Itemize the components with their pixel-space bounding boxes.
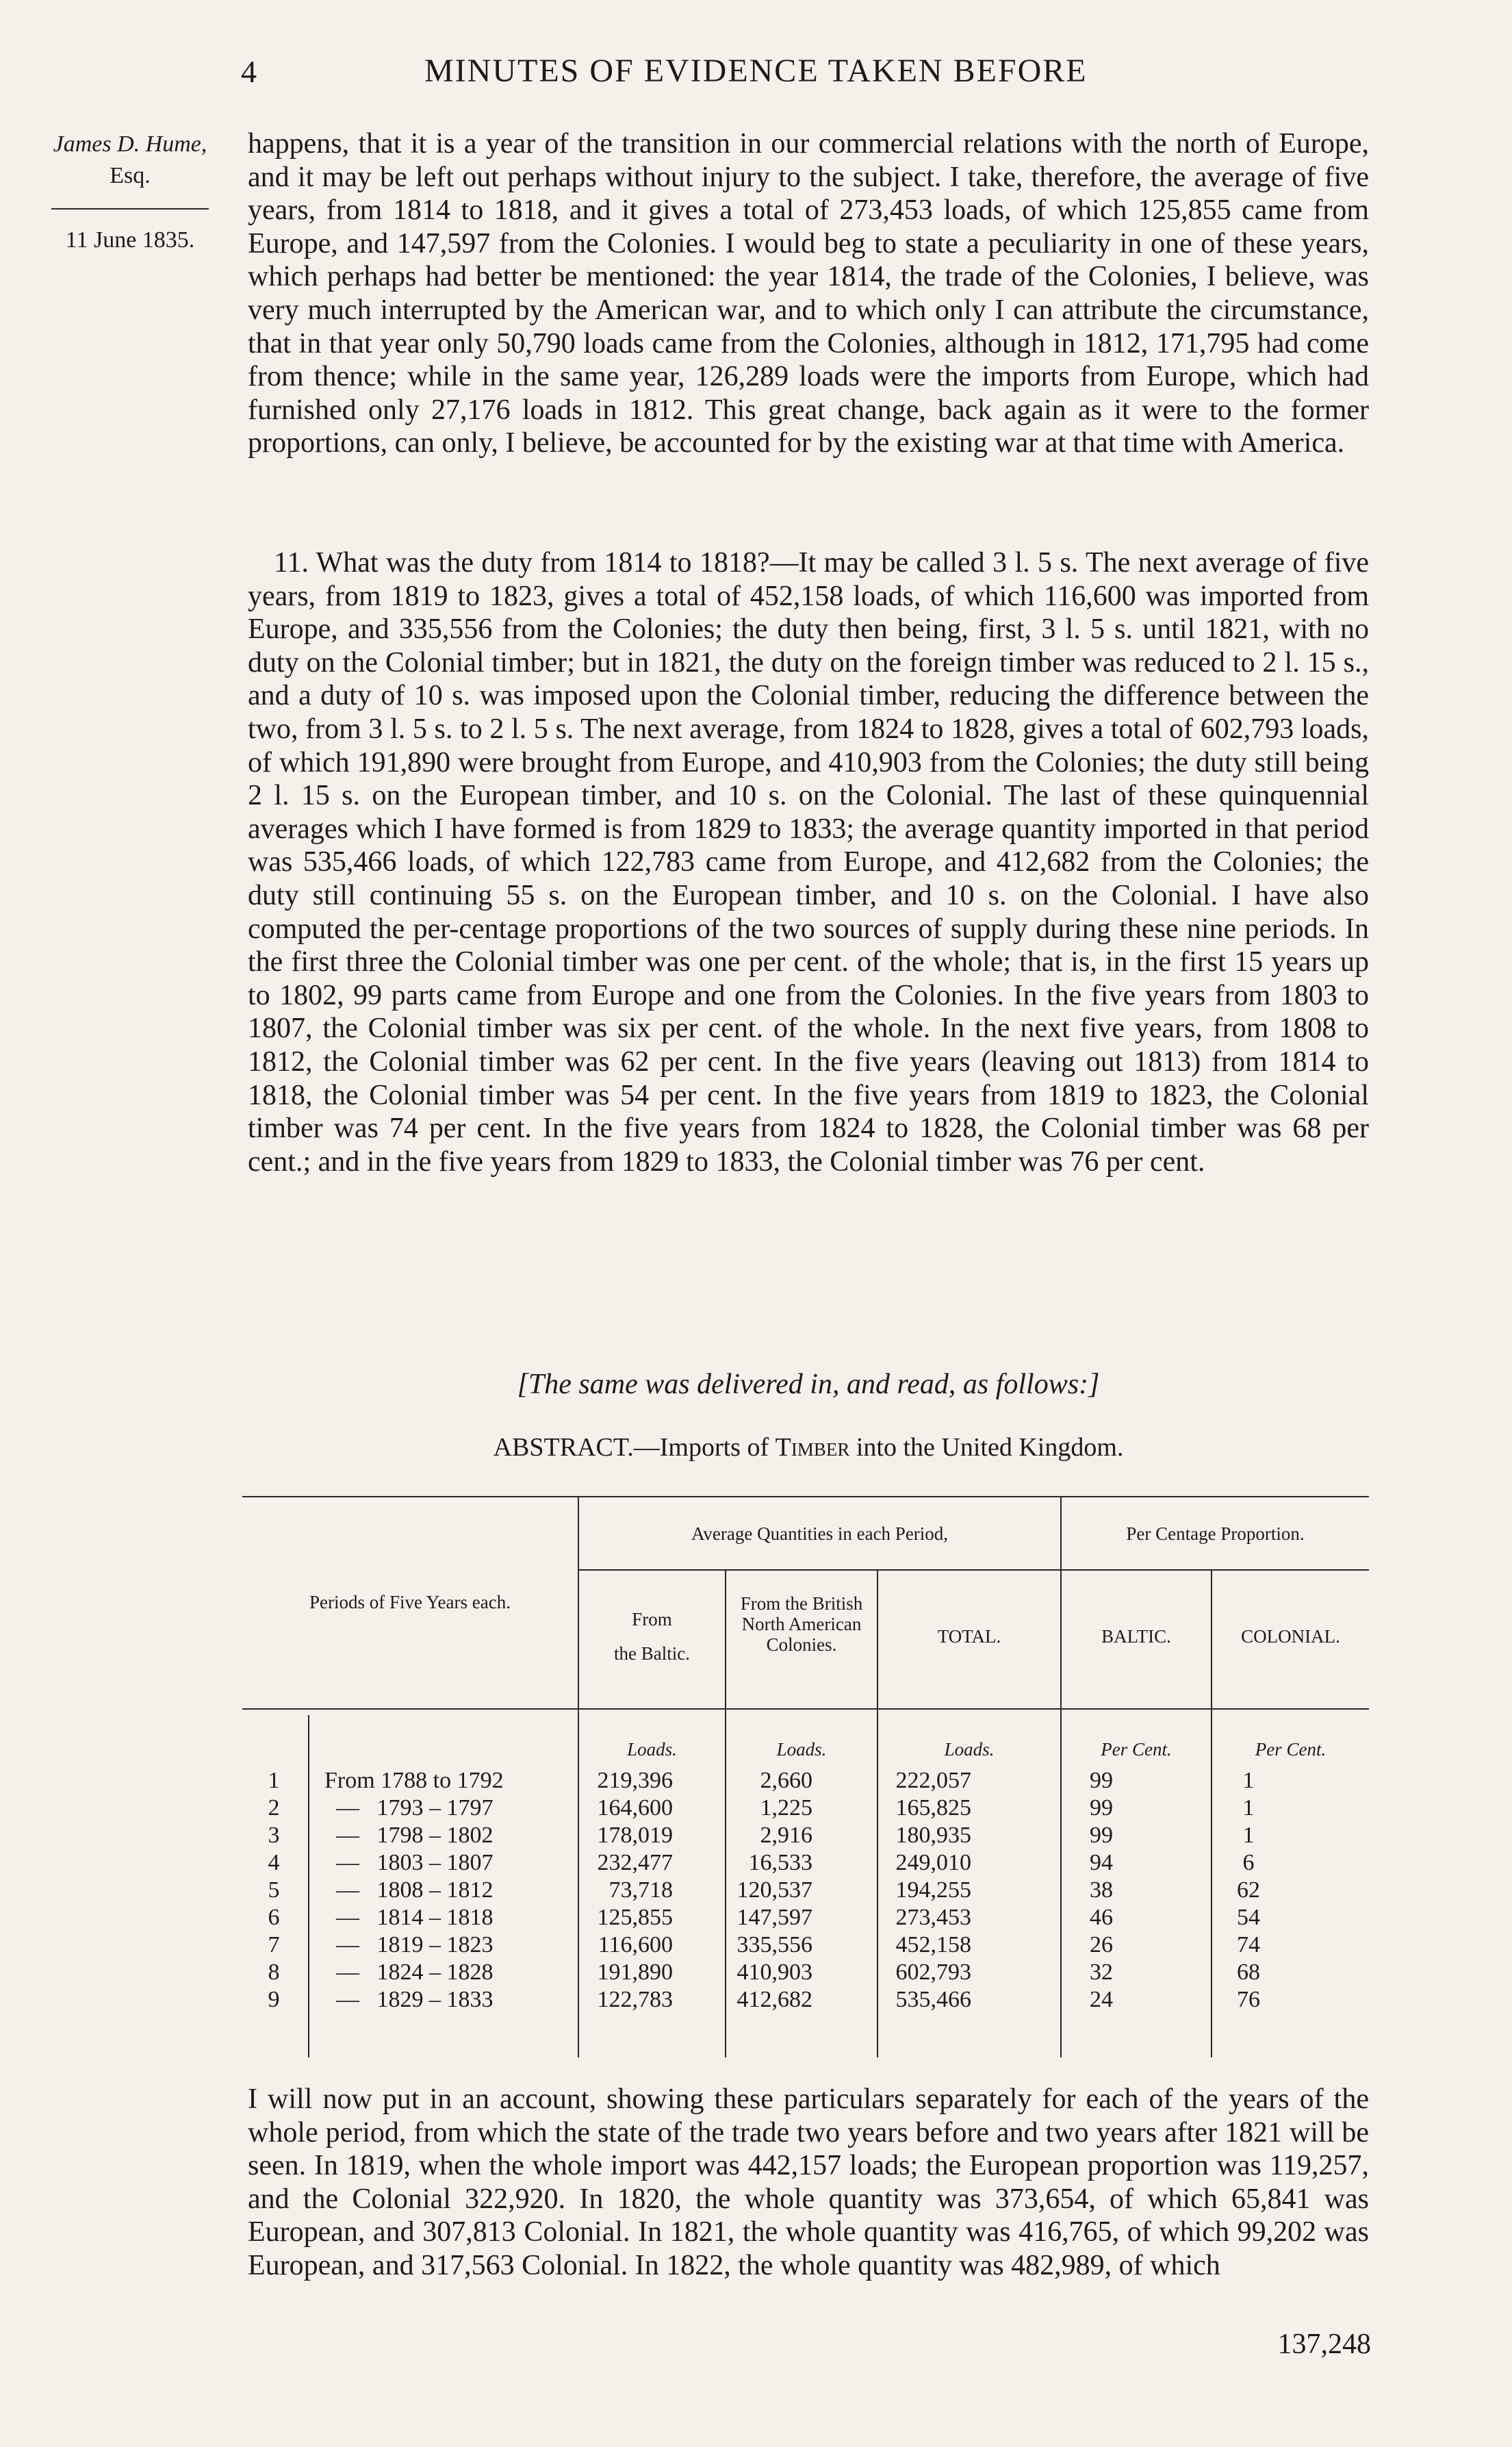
row-pct-colonial: 62 [1237,1877,1260,1903]
table-group-rule [578,1569,1369,1571]
unit-per-cent: Per Cent. [1255,1739,1327,1760]
paragraph-2-text: 11. What was the duty from 1814 to 1818?—It may be called 3 l. 5 s. The next average of five years, from 1819 to 1823, gives a total of 452,158 loads, of which 116,600 was imported from Europe, and 335,556 from the Colonies; the duty then being, first, 3 l. 5 s. until 1821, with no duty on the Colonial timber; but in 1821, the duty on the foreign timber was reduced to 2 l. 15 s., and a duty of 10 s. was imposed upon the Colonial timber, reducing the difference between the two, from 3 l. 5 s. to 2 l. 5 s. The next average, from 1824 to 1828, gives a total of 602,793 loads, of which 191,890 were brought from Europe, and 410,903 from the Colonies; the duty still being 2 l. 15 s. on the European timber, and 10 s. on the Colonial. The last of these quinquennial averages which I have formed is from 1829 to 1833; the average quantity imported in that period was 535,466 loads, of which 122,783 came from Europe, and 412,682 from the Colonies; the duty still continuing 55 s. on the European timber, and 10 s. on the Colonial. I have also computed the per-centage proportions of the two sources of supply during these nine periods. In the first three the Colonial timber was one per cent. of the whole; that is, in the first 15 years up to 1802, 99 parts came from Europe and one from the Colonies. In the five years from 1803 to 1807, the Colonial timber was six per cent. of the whole. In the next five years, from 1808 to 1812, the Colonial timber was 62 per cent. In the five years (leaving out 1813) from 1814 to 1818, the Colonial timber was 54 per cent. In the five years from 1819 to 1823, the Colonial timber was 74 per cent. In the five years from 1824 to 1828, the Colonial timber was 68 per cent.; and in the five years from 1829 to 1833, the Colonial timber was 76 per cent. [248,547,1369,1178]
row-period: — 1819 – 1823 [324,1932,494,1957]
paragraph-1-text: happens, that it is a year of the transition in our commercial relations with the north of Europe, and it may be left out perhaps without injury to the subject. I take, therefore, the average of five years, from 1814 to 1818, and it gives a total of 273,453 loads, of which 125,855 came from Europe, and 147,597 from the Colonies. I would beg to state a peculiarity in one of these years, which perhaps had better be mentioned: the year 1814, the trade of the Colonies, I believe, was very much interrupted by the American war, and to which only I can attribute the circumstance, that in that year only 50,790 loads came from the Colonies, although in 1812, 171,795 had come from thence; while in the same year, 126,289 loads were the imports from Europe, which had furnished only 27,176 loads in 1812. This great change, back again as it were to the former proportions, can only, I believe, be accounted for by the existing war at that time with America. [248,128,1369,459]
row-baltic: 125,855 [597,1905,673,1930]
row-total: 535,466 [895,1987,971,2012]
table-row [242,1931,1369,1959]
row-pct-colonial: 68 [1237,1960,1260,1985]
row-british: 2,916 [760,1823,812,1848]
table-header-rule [242,1708,1369,1710]
margin-note [27,129,233,256]
table-row [242,1877,1369,1904]
evidence-date: 11 June 1835. [65,227,195,253]
row-total: 165,825 [895,1795,971,1821]
row-baltic: 73,718 [608,1877,673,1903]
table-row [242,1904,1369,1931]
unit-per-cent: Per Cent. [1101,1739,1172,1760]
row-number: 2 [268,1795,280,1821]
header-total: TOTAL. [937,1626,1001,1647]
row-pct-colonial: 54 [1237,1905,1260,1930]
row-period: — 1829 – 1833 [324,1987,494,2012]
row-number: 9 [268,1987,280,2012]
row-period: — 1808 – 1812 [324,1877,494,1903]
header-percentage: Per Centage Proportion. [1126,1523,1305,1544]
row-british: 412,682 [736,1987,812,2012]
row-british: 410,903 [736,1960,812,1985]
row-pct-baltic: 99 [1090,1823,1113,1848]
table-row [242,1986,1369,2014]
row-baltic: 122,783 [597,1987,673,2012]
row-baltic: 191,890 [597,1960,673,1985]
row-pct-baltic: 32 [1090,1960,1113,1985]
row-pct-baltic: 38 [1090,1877,1113,1903]
row-british: 147,597 [736,1905,812,1930]
table-top-rule [242,1496,1369,1497]
header-pct-colonial: COLONIAL. [1241,1626,1340,1647]
abstract-suffix: into the United Kingdom. [849,1433,1124,1462]
row-period: — 1824 – 1828 [324,1960,494,1985]
paragraph-final [248,2083,1369,2283]
header-pct-baltic: BALTIC. [1101,1626,1171,1647]
abstract-title [248,1432,1369,1462]
row-pct-baltic: 99 [1090,1768,1113,1793]
witness-suffix: Esq. [110,163,151,188]
table-row [242,1822,1369,1849]
header-average: Average Quantities in each Period, [691,1523,949,1544]
margin-rule [51,208,209,210]
row-pct-colonial: 6 [1242,1850,1255,1875]
row-pct-baltic: 99 [1090,1795,1113,1821]
row-number: 1 [268,1768,280,1793]
unit-loads: Loads. [944,1739,995,1760]
row-number: 7 [268,1932,280,1957]
row-baltic: 178,019 [597,1823,673,1848]
row-period: — 1798 – 1802 [324,1823,494,1848]
row-pct-colonial: 1 [1242,1768,1255,1793]
row-total: 180,935 [895,1823,971,1848]
row-baltic: 232,477 [597,1850,673,1875]
row-pct-colonial: 1 [1242,1795,1255,1821]
catchword: 137,248 [1277,2329,1371,2360]
row-baltic: 164,600 [597,1795,673,1821]
row-baltic: 116,600 [598,1932,673,1957]
table-row [242,1959,1369,1986]
row-number: 5 [268,1877,280,1903]
row-total: 249,010 [895,1850,971,1875]
row-pct-baltic: 94 [1090,1850,1113,1875]
header-british-colonies: From the British North American Colonies. [740,1593,863,1655]
unit-loads: Loads. [627,1739,677,1760]
table-row [242,1795,1369,1822]
row-period: — 1814 – 1818 [324,1905,494,1930]
row-pct-baltic: 26 [1090,1932,1113,1957]
row-baltic: 219,396 [597,1768,673,1793]
row-pct-colonial: 74 [1237,1932,1260,1957]
delivered-note: [The same was delivered in, and read, as follows:] [517,1369,1100,1400]
row-pct-colonial: 1 [1242,1823,1255,1848]
row-total: 194,255 [895,1877,971,1903]
row-period: — 1803 – 1807 [324,1850,494,1875]
paragraph-2 [248,546,1369,1178]
abstract-prefix: ABSTRACT.—Imports of [493,1433,776,1462]
row-number: 6 [268,1905,280,1930]
row-total: 222,057 [895,1768,971,1793]
paragraph-1 [248,127,1369,460]
row-british: 335,556 [736,1932,812,1957]
row-number: 3 [268,1823,280,1848]
row-total: 273,453 [895,1905,971,1930]
header-baltic-line2: the Baltic. [614,1643,690,1664]
row-period: — 1793 – 1797 [324,1795,494,1821]
row-british: 2,660 [760,1768,812,1793]
paragraph-final-text: I will now put in an account, showing these particulars separately for each of the years of the whole period, from which the state of the trade two years before and two years after 1821 will be seen. In 1819, when the whole import was 442,157 loads; the European proportion was 119,257, and the Colonial 322,920. In 1820, the whole quantity was 373,654, of which 65,841 was European, and 307,813 Colonial. In 1821, the whole quantity was 416,765, of which 99,202 was European, and 317,563 Colonial. In 1822, the whole quantity was 482,989, of which [248,2083,1369,2281]
page-number: 4 [241,54,257,89]
timber-imports-table [242,1496,1369,2064]
unit-loads: Loads. [776,1739,827,1760]
header-periods: Periods of Five Years each. [309,1592,511,1612]
row-british: 16,533 [748,1850,812,1875]
row-pct-baltic: 46 [1090,1905,1113,1930]
row-pct-colonial: 76 [1237,1987,1260,2012]
row-number: 8 [268,1960,280,1985]
abstract-timber: Timber [775,1433,850,1462]
row-pct-baltic: 24 [1090,1987,1113,2012]
running-head: MINUTES OF EVIDENCE TAKEN BEFORE [424,53,1088,89]
row-british: 120,537 [736,1877,812,1903]
witness-name: James D. Hume, [53,131,207,157]
row-period: From 1788 to 1792 [324,1768,504,1793]
header-baltic-line1: From [632,1609,672,1630]
row-total: 602,793 [895,1960,971,1985]
row-number: 4 [268,1850,280,1875]
table-row [242,1849,1369,1877]
table-row [242,1767,1369,1795]
row-british: 1,225 [760,1795,812,1821]
row-total: 452,158 [895,1932,971,1957]
